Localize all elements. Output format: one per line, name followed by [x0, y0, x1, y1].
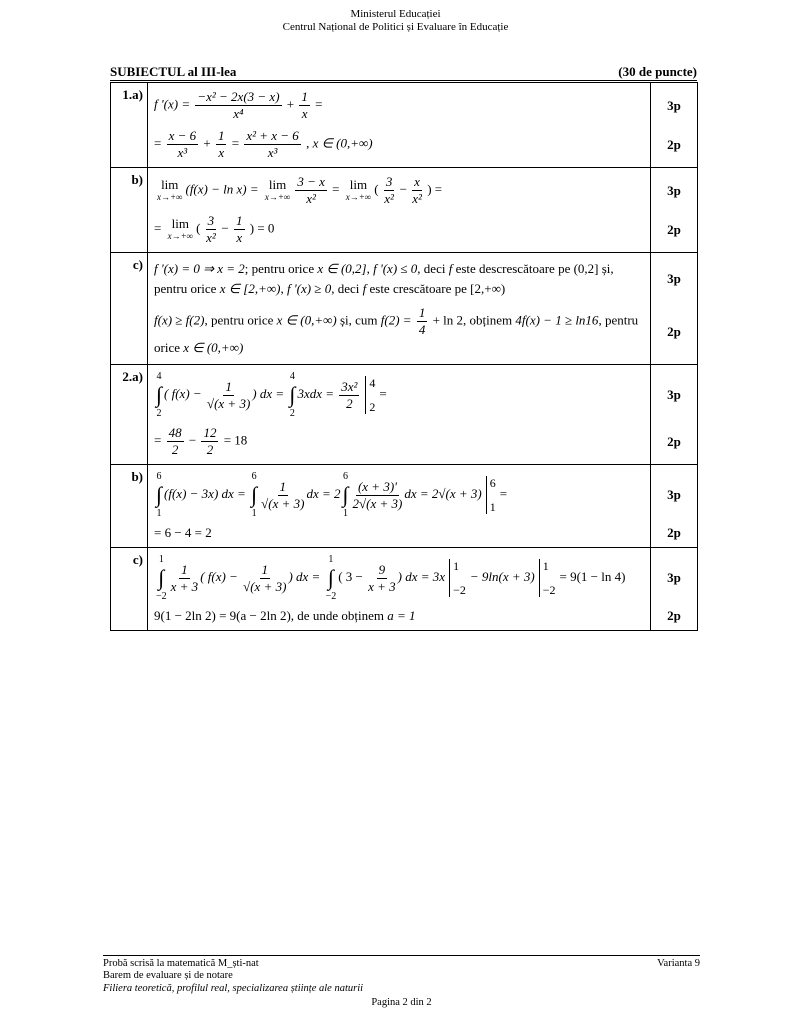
numerator: 1 [279, 478, 287, 494]
upper-limit: 6 [343, 471, 349, 482]
fraction [412, 174, 422, 207]
numerator: (x + 3)' [357, 478, 397, 494]
math-text: ( f(x) − [164, 385, 205, 401]
upper-bound: 1 [542, 559, 549, 573]
numerator: x² + x − 6 [246, 128, 299, 143]
fraction [244, 128, 300, 161]
math-text: x ∈ (0,2] [317, 261, 367, 276]
denominator: 2√(x + 3) [352, 495, 403, 511]
item-label: 1.a) [111, 83, 148, 168]
text: = 6 − 4 = 2 [154, 525, 212, 540]
fraction [171, 562, 199, 595]
limit [265, 178, 290, 203]
lower-bound: 1 [489, 500, 496, 514]
text: , [280, 281, 287, 296]
lim-subscript: x→+∞ [345, 192, 372, 202]
lower-limit: 1 [343, 508, 349, 519]
math-text: x ∈ (0,+∞) [312, 135, 373, 151]
lim-text: lim [171, 216, 189, 231]
points-value: 3p [667, 487, 681, 502]
fraction [299, 89, 310, 122]
math-text: − 9ln(x + 3) [469, 568, 535, 584]
subject-points: (30 de puncte) [618, 64, 697, 79]
upper-limit: 6 [251, 471, 257, 482]
item-label: c) [111, 548, 148, 631]
text: ( [374, 181, 382, 197]
math-text: ) dx = [288, 568, 324, 584]
item-points [651, 548, 698, 631]
fraction [243, 562, 286, 595]
item-points [651, 83, 698, 168]
lower-bound: −2 [542, 583, 556, 597]
numerator: 1 [181, 561, 188, 577]
lim-text: lim [349, 177, 368, 192]
fraction [353, 479, 403, 512]
item-label: b) [111, 168, 148, 253]
item-solution [148, 465, 651, 548]
denominator: √(x + 3) [261, 495, 305, 511]
points-value: 3p [667, 271, 681, 286]
denominator: x [236, 230, 243, 245]
item-row [111, 253, 698, 365]
center-name: Centrul Național de Politici și Evaluare în Educație [282, 21, 509, 33]
integral-icon: ∫ [158, 565, 165, 590]
fraction [261, 479, 304, 512]
numerator: x [414, 174, 420, 189]
points-value: 3p [667, 97, 681, 113]
lower-limit: −2 [156, 591, 167, 602]
numerator: 3 [207, 213, 215, 228]
denominator: x² [206, 230, 216, 245]
solution-line [154, 551, 644, 605]
limit [346, 178, 371, 203]
limit [157, 178, 182, 203]
numerator: 3 [385, 174, 393, 189]
math-text: (f(x) − 3x) dx = [164, 485, 250, 501]
footer-exam: Probă scrisă la matematică M_ști-nat [103, 958, 259, 969]
item-label: b) [111, 465, 148, 548]
text: = [154, 220, 165, 236]
numerator: 12 [203, 425, 217, 440]
item-points [651, 465, 698, 548]
fraction [207, 379, 250, 412]
item-points [651, 365, 698, 465]
text: , deci [331, 281, 363, 296]
denominator: x² [306, 191, 316, 206]
math-text: f(x) ≥ f(2) [154, 312, 205, 328]
text: ( [196, 220, 204, 236]
math-text: x ∈ [2,+∞) [219, 281, 281, 296]
text: = [328, 181, 343, 197]
solution-line [154, 86, 644, 125]
points-value: 3p [667, 182, 681, 198]
solution-line [154, 256, 644, 302]
math-text: x ∈ (0,+∞) [183, 340, 244, 355]
text: = [154, 135, 165, 151]
fraction [167, 128, 199, 161]
solution-line [154, 125, 644, 164]
text: , deci [417, 261, 449, 276]
numerator: x − 6 [168, 128, 197, 143]
item-solution [148, 83, 651, 168]
points-value: 2p [667, 136, 681, 152]
numerator: 1 [217, 128, 225, 143]
lower-limit: 2 [289, 408, 295, 419]
upper-limit: 1 [158, 554, 164, 565]
solution-line [154, 171, 644, 210]
evaluation-bar [486, 476, 496, 514]
text: = 18 [220, 432, 248, 448]
denominator: √(x + 3) [243, 578, 287, 594]
integral-icon: ∫ [327, 565, 334, 590]
denominator: 2 [206, 442, 214, 457]
denominator: 2 [346, 395, 353, 411]
numerator: 1 [261, 561, 269, 577]
denominator: x² [384, 191, 394, 206]
math-text: ( f(x) − [200, 568, 242, 584]
item-points [651, 168, 698, 253]
math-text: dx = 2√(x + 3) [404, 485, 482, 501]
points-value: 2p [667, 323, 681, 339]
math-text: ) dx = 3x [397, 568, 446, 584]
item-solution [148, 548, 651, 631]
numerator: 1 [418, 305, 426, 320]
math-text: x ∈ (0,+∞) [276, 312, 337, 328]
math-text: ) dx = [252, 385, 288, 401]
integral-icon: ∫ [289, 382, 296, 407]
denominator: x³ [267, 145, 278, 160]
upper-limit: 6 [156, 471, 162, 482]
item-row [111, 168, 698, 253]
evaluation-bar [539, 559, 556, 597]
lower-bound: 2 [369, 400, 376, 414]
lim-subscript: x→+∞ [167, 231, 194, 241]
text: − [218, 220, 233, 236]
text: = [228, 135, 243, 151]
integral-icon: ∫ [251, 482, 258, 507]
fraction [206, 213, 217, 246]
integral-sign [156, 471, 162, 519]
denominator: 4 [418, 322, 426, 337]
footer-track: Filiera teoretică, profilul real, specializarea științe ale naturii [103, 983, 364, 994]
subject-header [110, 64, 697, 81]
text: este crescătoare pe [2,+∞) [366, 281, 506, 296]
upper-limit: 4 [289, 371, 295, 382]
numerator: 1 [301, 89, 308, 104]
text: 9(1 − 2ln 2) = 9(a − 2ln 2), de unde obținem [154, 608, 388, 623]
text: + [200, 135, 214, 151]
fraction [295, 174, 327, 207]
footer-variant: Varianta 9 [657, 958, 700, 969]
fraction [195, 89, 281, 122]
ministry-name: Ministerul Educației [350, 8, 441, 20]
item-row [111, 365, 698, 465]
numerator: 48 [168, 425, 182, 440]
math-text: 4f(x) − 1 ≥ ln16 [515, 312, 599, 328]
text: ; pentru orice [244, 261, 318, 276]
math-text: f(2) = [380, 312, 415, 328]
denominator: x + 3 [170, 578, 199, 594]
text: ( 3 − [338, 568, 367, 584]
lim-text: lim [268, 177, 287, 192]
numerator: 9 [378, 561, 386, 577]
limit [168, 217, 193, 242]
solution-line [154, 210, 644, 249]
item-row [111, 83, 698, 168]
integral-icon: ∫ [342, 482, 349, 507]
lim-subscript: x→+∞ [157, 192, 183, 202]
text: = [311, 96, 323, 112]
points-value: 2p [667, 433, 681, 449]
upper-bound: 1 [453, 559, 460, 573]
points-value: 2p [667, 221, 681, 237]
text: și, cum [336, 312, 381, 328]
item-row [111, 465, 698, 548]
fraction [339, 379, 359, 412]
integral-sign [343, 471, 349, 519]
denominator: 2 [171, 442, 179, 457]
upper-bound: 4 [369, 376, 376, 390]
denominator: x [301, 106, 308, 121]
text: , pentru orice [204, 312, 277, 328]
fraction [368, 562, 396, 595]
upper-limit: 1 [328, 554, 334, 565]
integral-icon: ∫ [156, 482, 163, 507]
text: = [154, 432, 165, 448]
item-points [651, 253, 698, 365]
footer-top [103, 955, 700, 970]
points-value: 2p [667, 608, 681, 623]
text: , [302, 135, 313, 151]
item-label: c) [111, 253, 148, 365]
fraction [167, 425, 184, 458]
text: , pentru orice [154, 312, 642, 355]
solution-line [154, 468, 644, 522]
text: = 9(1 − ln 4) [559, 568, 626, 584]
points-value: 3p [667, 387, 681, 402]
points-value: 2p [667, 525, 681, 540]
integral-sign [156, 554, 167, 602]
item-row [111, 548, 698, 631]
denominator: x + 3 [368, 578, 396, 594]
text: − [185, 432, 200, 448]
footer-barem: Barem de evaluare și de notare [103, 970, 233, 981]
footer-page: Pagina 2 din 2 [371, 997, 432, 1008]
denominator: x² [412, 191, 422, 206]
evaluation-bar [365, 376, 375, 414]
math-text: a = 1 [387, 608, 416, 623]
subject-title: SUBIECTUL al III-lea [110, 64, 237, 79]
denominator: x [218, 145, 225, 160]
fraction [384, 174, 395, 207]
upper-limit: 4 [156, 371, 162, 382]
lower-limit: 1 [251, 508, 257, 519]
item-solution [148, 168, 651, 253]
numerator: −x² − 2x(3 − x) [197, 89, 280, 104]
math-text: f '(x) = [154, 96, 194, 112]
lim-subscript: x→+∞ [264, 192, 291, 202]
numerator: 3 − x [297, 174, 325, 189]
text: ) = [423, 181, 443, 197]
solution-line [154, 605, 644, 627]
math-text: f [448, 261, 453, 276]
integral-sign [289, 371, 295, 419]
solution-line [154, 522, 644, 544]
text: , [366, 261, 374, 276]
integral-icon: ∫ [156, 382, 163, 407]
math-text: f [362, 281, 367, 296]
integral-sign [251, 471, 257, 519]
item-solution [148, 365, 651, 465]
denominator: x³ [177, 145, 188, 160]
points-value: 3p [667, 570, 681, 585]
math-text: f '(x) ≥ 0 [286, 281, 332, 296]
math-text: dx = 2 [306, 485, 341, 501]
solution-line [154, 422, 644, 461]
text: ) = 0 [246, 220, 275, 236]
fraction [201, 425, 218, 458]
text: − [396, 181, 411, 197]
upper-bound: 6 [489, 476, 496, 490]
numerator: 1 [236, 213, 243, 228]
math-text: f '(x) = 0 ⇒ x = 2 [154, 261, 245, 276]
lower-limit: −2 [325, 591, 337, 602]
item-label: 2.a) [111, 365, 148, 465]
math-text: f '(x) ≤ 0 [373, 261, 418, 276]
solution-line [154, 302, 644, 361]
text: + ln 2, obținem [429, 312, 516, 328]
grading-table [110, 82, 698, 631]
numerator: 1 [225, 378, 232, 394]
item-solution [148, 253, 651, 365]
denominator: √(x + 3) [206, 395, 251, 411]
math-text: 3xdx = [297, 385, 338, 401]
integral-sign [326, 554, 337, 602]
lower-limit: 1 [156, 508, 162, 519]
evaluation-bar [449, 559, 466, 597]
fraction [216, 128, 227, 161]
text: + [283, 96, 298, 112]
denominator: x⁴ [233, 106, 244, 121]
text: = [379, 385, 387, 401]
text: este descrescătoare pe (0,2] și, pentru orice [154, 261, 617, 296]
solution-line [154, 368, 644, 422]
text: = [499, 485, 508, 501]
fraction [417, 305, 428, 338]
math-text: (f(x) − ln x) = [185, 181, 262, 197]
fraction [234, 213, 245, 246]
integral-sign [156, 371, 162, 419]
lower-limit: 2 [156, 408, 162, 419]
lim-text: lim [161, 177, 179, 192]
numerator: 3x² [341, 378, 358, 394]
lower-bound: −2 [453, 583, 466, 597]
